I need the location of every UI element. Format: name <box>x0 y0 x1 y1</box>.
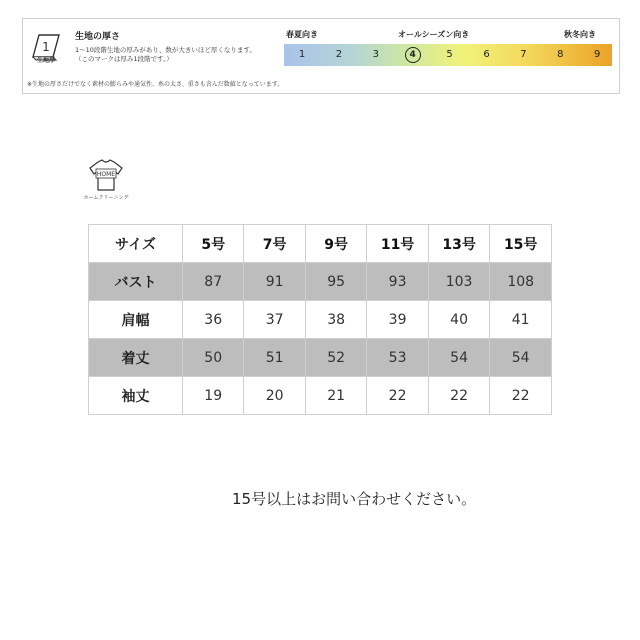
measurement-value: 39 <box>367 301 428 339</box>
home-cleaning-icon-text: HOME <box>96 171 116 178</box>
thickness-level-9: 9 <box>594 49 601 60</box>
measurement-value: 93 <box>367 263 428 301</box>
thickness-level-7: 7 <box>520 49 527 60</box>
size-table-row <box>89 339 552 377</box>
size-header-cell: 5号 <box>182 225 243 263</box>
size-table <box>88 224 552 415</box>
measurement-value: 41 <box>490 301 552 339</box>
fabric-thickness-icon-label: 生地厚 <box>36 57 55 64</box>
measurement-value: 53 <box>367 339 428 377</box>
season-autumn-winter: 秋冬向き <box>564 30 596 39</box>
measurement-value: 22 <box>367 377 428 415</box>
size-table-row <box>89 301 552 339</box>
fabric-thickness-panel <box>22 18 620 94</box>
measurement-value: 19 <box>182 377 243 415</box>
season-spring-summer: 春夏向き <box>286 30 318 39</box>
measurement-value: 87 <box>182 263 243 301</box>
measurement-label: 肩幅 <box>89 301 183 339</box>
measurement-value: 103 <box>428 263 490 301</box>
measurement-value: 22 <box>490 377 552 415</box>
thickness-level-2: 2 <box>335 49 343 60</box>
measurement-value: 50 <box>182 339 243 377</box>
fabric-thickness-description: 1〜10段階生地の厚みがあり、数が大きいほど厚くなります。 <box>75 46 256 54</box>
fabric-thickness-description-note: （このマークは厚み1段階です。） <box>75 55 173 63</box>
measurement-value: 22 <box>428 377 490 415</box>
size-header-cell: 9号 <box>305 225 366 263</box>
thickness-level-3: 3 <box>372 49 379 60</box>
fabric-thickness-footnote: ※生地の厚さだけでなく素材の膨らみや通気性、糸の太さ、重さも含んだ数値となっています。 <box>27 81 284 88</box>
size-table-row <box>89 263 552 301</box>
thickness-scale-bar <box>284 44 612 66</box>
measurement-label: バスト <box>89 263 183 301</box>
home-cleaning-icon <box>86 158 126 192</box>
home-cleaning-label: ホームクリーニング <box>83 195 129 201</box>
size-header-cell: 15号 <box>490 225 552 263</box>
size-header-cell: 11号 <box>367 225 428 263</box>
thickness-level-4: 4 <box>395 44 431 66</box>
measurement-value: 37 <box>244 301 305 339</box>
thickness-level-8: 8 <box>557 49 564 60</box>
size-table-header-row <box>89 225 552 263</box>
season-all-season: オールシーズン向き <box>398 30 470 39</box>
size-header-cell: 7号 <box>244 225 305 263</box>
fabric-thickness-number: 1 <box>42 40 50 54</box>
measurement-value: 91 <box>244 263 305 301</box>
measurement-value: 54 <box>428 339 490 377</box>
measurement-value: 40 <box>428 301 490 339</box>
size-table-row <box>89 377 552 415</box>
measurement-value: 38 <box>305 301 366 339</box>
thickness-level-1: 1 <box>298 49 306 60</box>
measurement-value: 54 <box>490 339 552 377</box>
measurement-label: 着丈 <box>89 339 183 377</box>
thickness-level-6: 6 <box>483 49 490 60</box>
measurement-value: 95 <box>305 263 366 301</box>
thickness-level-5: 5 <box>446 49 453 60</box>
measurement-value: 21 <box>305 377 366 415</box>
measurement-value: 36 <box>182 301 243 339</box>
size-header-cell: 13号 <box>428 225 490 263</box>
measurement-value: 20 <box>244 377 305 415</box>
measurement-value: 52 <box>305 339 366 377</box>
size-header-label: サイズ <box>89 225 183 263</box>
fabric-thickness-title: 生地の厚さ <box>75 32 121 42</box>
size-inquiry-note: 15号以上はお問い合わせください。 <box>232 490 477 508</box>
measurement-label: 袖丈 <box>89 377 183 415</box>
measurement-value: 108 <box>490 263 552 301</box>
measurement-value: 51 <box>244 339 305 377</box>
